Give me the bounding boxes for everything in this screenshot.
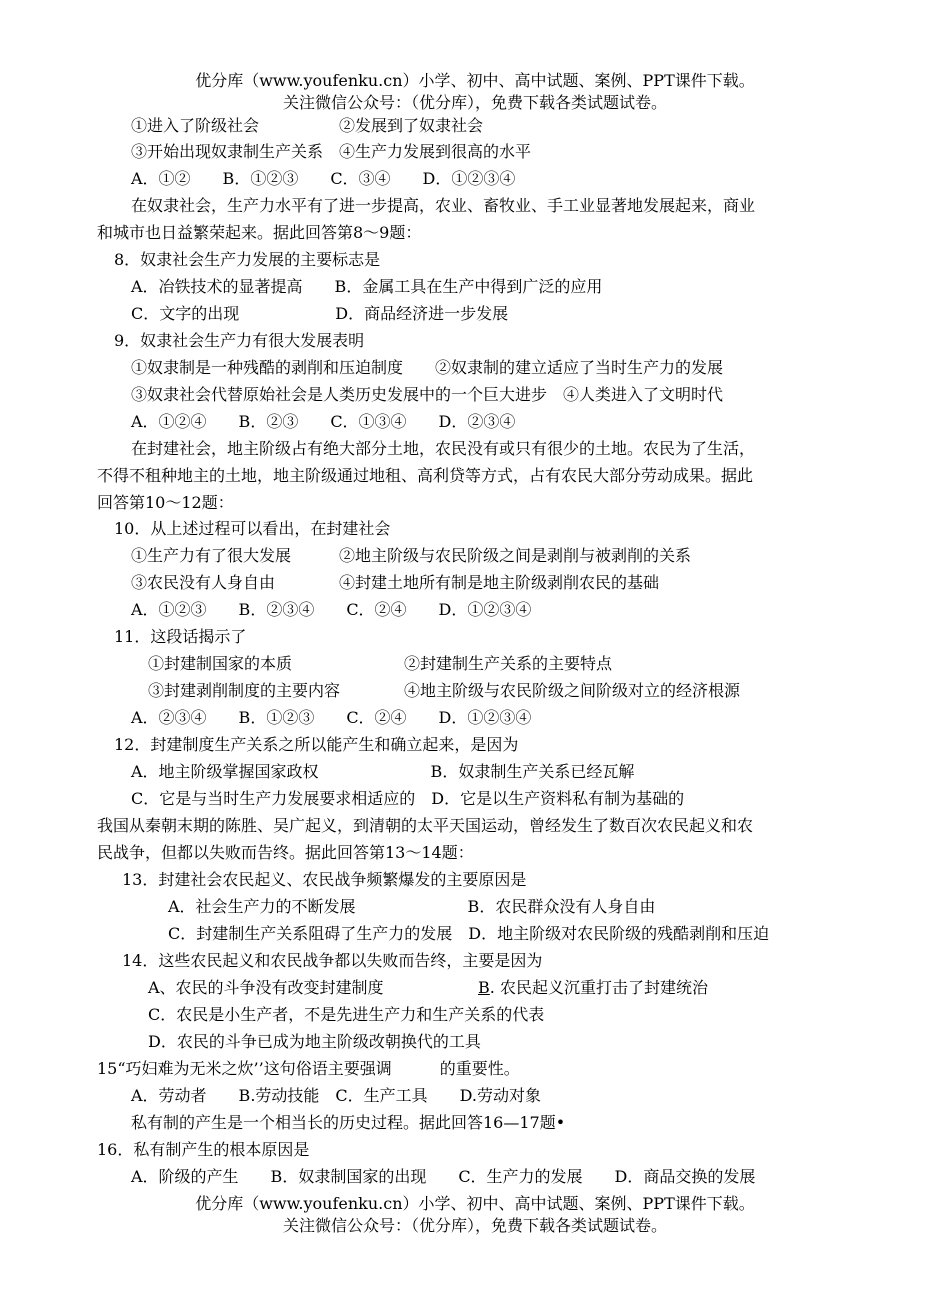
q14-option-c: C．农民是小生产者，不是先进生产力和生产关系的代表: [148, 1005, 545, 1024]
passage-13-14-line-2: 民战争，但都以失败而告终。据此回答第13～14题：: [97, 843, 474, 862]
q7-answers: A．①② B．①②③ C．③④ D．①②③④: [131, 169, 516, 188]
q7-option-row-2: ③开始出现奴隶制生产关系 ④生产力发展到很高的水平: [131, 142, 532, 161]
q11-stem: 11．这段话揭示了: [114, 627, 247, 646]
q14-stem: 14．这些农民起义和农民战争都以失败而告终，主要是因为: [122, 951, 543, 970]
q12-options-ab: A．地主阶级掌握国家政权 B．奴隶制生产关系已经瓦解: [131, 762, 635, 781]
passage-10-12-line-3: 回答第10～12题：: [97, 493, 234, 512]
footer-line-2: 关注微信公众号：（优分库），免费下载各类试题试卷。: [282, 1216, 667, 1235]
q14-option-a: [148, 977, 384, 999]
passage-8-9-line-1: 在奴隶社会，生产力水平有了进一步提高，农业、畜牧业、手工业显著地发展起来，商业: [131, 196, 756, 215]
q8-stem: 8．奴隶社会生产力发展的主要标志是: [114, 250, 381, 269]
q14-option-b-letter: B: [478, 978, 490, 997]
q13-options-cd: C．封建制生产关系阻碍了生产力的发展 D．地主阶级对农民阶级的残酷剥削和压迫: [168, 924, 770, 943]
q16-options: A．阶级的产生 B．奴隶制国家的出现 C．生产力的发展 D．商品交换的发展: [131, 1167, 756, 1186]
q10-statements-34: ③农民没有人身自由 ④封建土地所有制是地主阶级剥削农民的基础: [131, 573, 660, 592]
q14-option-b: [478, 977, 708, 999]
q14-option-b-text: . 农民起义沉重打击了封建统治: [489, 978, 708, 997]
q13-stem: 13．封建社会农民起义、农民战争频繁爆发的主要原因是: [122, 870, 527, 889]
q12-stem: 12．封建制度生产关系之所以能产生和确立起来，是因为: [114, 735, 519, 754]
header-line-2: 关注微信公众号：（优分库），免费下载各类试题试卷。: [282, 93, 667, 112]
q7-option-row-1: ①进入了阶级社会 ②发展到了奴隶社会: [131, 116, 484, 135]
passage-13-14-line-1: 我国从秦朝末期的陈胜、吴广起义，到清朝的太平天国运动，曾经发生了数百次农民起义和农: [97, 816, 754, 835]
q10-answers: A．①②③ B．②③④ C．②④ D．①②③④: [131, 600, 532, 619]
q10-stem: 10．从上述过程可以看出，在封建社会: [114, 519, 391, 538]
q10-statements-12: ①生产力有了很大发展 ②地主阶级与农民阶级之间是剥削与被剥削的关系: [131, 546, 692, 565]
q15-options: A．劳动者 B.劳动技能 C．生产工具 D.劳动对象: [131, 1086, 541, 1105]
q11-statements-34: ③封建剥削制度的主要内容 ④地主阶级与农民阶级之间阶级对立的经济根源: [148, 681, 741, 700]
q9-statements-34: ③奴隶社会代替原始社会是人类历史发展中的一个巨大进步 ④人类进入了文明时代: [131, 385, 724, 404]
passage-10-12-line-2: 不得不租种地主的土地，地主阶级通过地租、高利贷等方式，占有农民大部分劳动成果。据此: [97, 466, 754, 485]
passage-8-9-line-2: 和城市也日益繁荣起来。据此回答第8～9题：: [97, 223, 422, 242]
footer-line-1: 优分库（www.youfenku.cn）小学、初中、高中试题、案例、PPT课件下载。: [195, 1194, 755, 1213]
q11-statements-12: ①封建制国家的本质 ②封建制生产关系的主要特点: [148, 654, 613, 673]
passage-16-17: 私有制的产生是一个相当长的历史过程。据此回答16—17题•: [131, 1113, 566, 1132]
q8-options-ab: A．冶铁技术的显著提高 B．金属工具在生产中得到广泛的应用: [131, 277, 603, 296]
q9-statements-12: ①奴隶制是一种残酷的剥削和压迫制度 ②奴隶制的建立适应了当时生产力的发展: [131, 358, 724, 377]
q13-options-ab: A．社会生产力的不断发展 B．农民群众没有人身自由: [168, 897, 656, 916]
q8-options-cd: C．文字的出现 D．商品经济进一步发展: [131, 304, 509, 323]
q16-stem: 16．私有制产生的根本原因是: [97, 1140, 310, 1159]
q9-stem: 9．奴隶社会生产力有很大发展表明: [114, 331, 365, 350]
q11-answers: A．②③④ B．①②③ C．②④ D．①②③④: [131, 708, 532, 727]
q12-options-cd: C．它是与当时生产力发展要求相适应的 D．它是以生产资料私有制为基础的: [131, 789, 685, 808]
q15-stem: 15“巧妇难为无米之炊’’这句俗语主要强调 的重要性。: [97, 1059, 520, 1078]
header-line-1: 优分库（www.youfenku.cn）小学、初中、高中试题、案例、PPT课件下载。: [195, 71, 755, 90]
q14-option-a-text: A、农民的斗争没有改变封建制度: [148, 978, 384, 997]
q9-answers: A．①②④ B．②③ C．①③④ D．②③④: [131, 412, 516, 431]
passage-10-12-line-1: 在封建社会，地主阶级占有绝大部分土地，农民没有或只有很少的土地。农民为了生活，: [131, 439, 756, 458]
q14-option-d: D．农民的斗争已成为地主阶级改朝换代的工具: [148, 1032, 481, 1051]
